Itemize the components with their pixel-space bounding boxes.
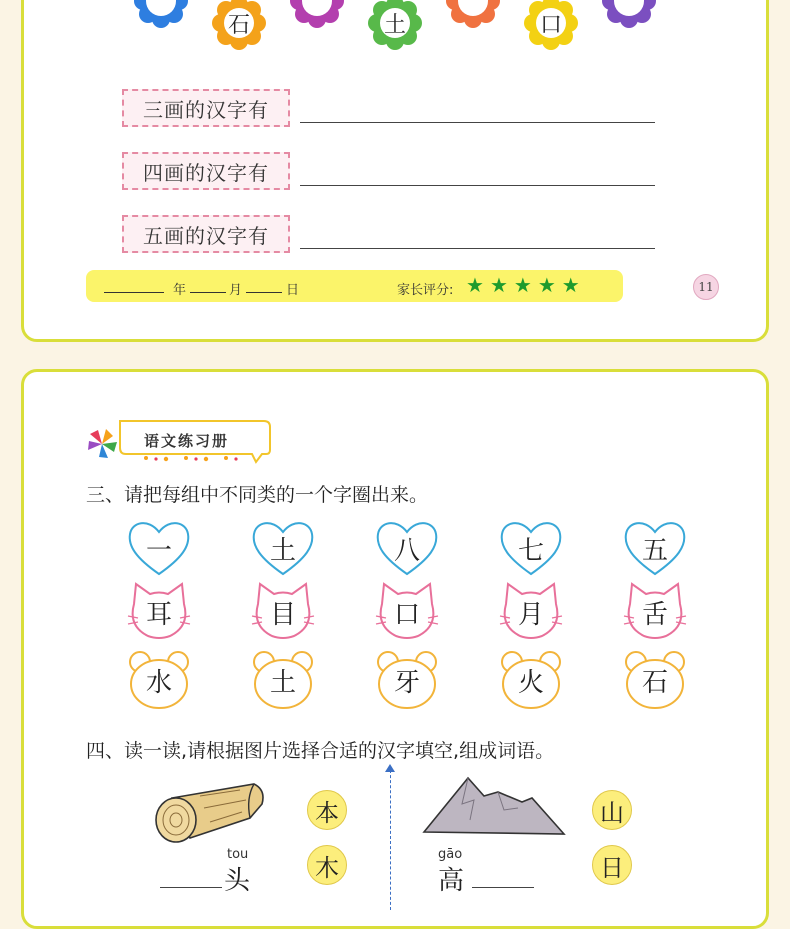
option-char: 舌: [641, 599, 668, 630]
stroke-label: 三画的汉字有: [122, 89, 290, 127]
stroke-label: 四画的汉字有: [122, 152, 290, 190]
option-mu[interactable]: 木: [307, 845, 347, 885]
word-char-gao: 高: [438, 866, 465, 896]
star-icon[interactable]: ★: [466, 273, 484, 297]
bear-char-box[interactable]: [250, 650, 316, 710]
day-label: 日: [286, 283, 300, 298]
wood-log-image: [150, 782, 268, 848]
option-char: 一: [145, 535, 172, 566]
rating-stars[interactable]: [460, 273, 580, 297]
heart-char-box[interactable]: [374, 518, 440, 578]
page-number: 11: [693, 274, 719, 300]
heart-char-box[interactable]: [250, 518, 316, 578]
star-icon[interactable]: ★: [561, 273, 580, 297]
bear-char-box[interactable]: [374, 650, 440, 710]
mountain-image: [422, 774, 567, 842]
cat-char-box[interactable]: [622, 582, 688, 642]
date-rating-bar: [86, 270, 623, 302]
day-blank[interactable]: [246, 278, 282, 293]
cat-char-box[interactable]: [126, 582, 192, 642]
column-divider: [390, 770, 391, 910]
flower-badge: [290, 0, 344, 28]
option-shan[interactable]: 山: [592, 790, 632, 830]
month-blank[interactable]: [190, 278, 226, 293]
option-char: 七: [517, 535, 544, 566]
answer-line[interactable]: [300, 185, 655, 186]
star-icon[interactable]: ★: [513, 273, 532, 297]
bear-char-box[interactable]: [622, 650, 688, 710]
flower-badge: [134, 0, 188, 28]
option-char: 土: [269, 667, 296, 698]
option-char: 耳: [145, 599, 172, 630]
section3-title: 三、请把每组中不同类的一个字圈出来。: [86, 484, 429, 506]
flower-badge: [602, 0, 656, 28]
option-char: 牙: [393, 667, 420, 698]
answer-line[interactable]: [300, 122, 655, 123]
section4-title: 四、读一读,请根据图片选择合适的汉字填空,组成词语。: [86, 740, 555, 762]
heart-char-box[interactable]: [498, 518, 564, 578]
flower-badge: [524, 0, 578, 50]
heart-char-box[interactable]: [126, 518, 192, 578]
option-char: 石: [641, 667, 668, 698]
option-char: 八: [393, 535, 420, 566]
stroke-label: 五画的汉字有: [122, 215, 290, 253]
divider-arrow: [385, 764, 395, 772]
cat-char-box[interactable]: [250, 582, 316, 642]
option-ri[interactable]: 日: [592, 845, 632, 885]
option-char: 目: [269, 599, 296, 630]
flower-char: 土: [380, 8, 410, 38]
year-blank[interactable]: [104, 278, 164, 293]
option-char: 月: [517, 599, 544, 630]
pinyin-tou: tou: [227, 847, 249, 862]
answer-line[interactable]: [300, 248, 655, 249]
flower-badge: [446, 0, 500, 28]
star-icon[interactable]: ★: [537, 273, 556, 297]
month-label: 月: [229, 283, 243, 298]
cat-char-box[interactable]: [498, 582, 564, 642]
year-label: 年: [173, 283, 187, 298]
workbook-tag-label: 语文练习册: [144, 432, 230, 450]
star-icon[interactable]: ★: [489, 273, 508, 297]
word-char-tou: 头: [224, 866, 251, 896]
flower-char: 口: [536, 8, 566, 38]
flower-badge: [212, 0, 266, 50]
heart-char-box[interactable]: [622, 518, 688, 578]
option-char: 五: [641, 535, 668, 566]
option-ben[interactable]: 本: [307, 790, 347, 830]
bear-char-box[interactable]: [126, 650, 192, 710]
option-char: 土: [269, 535, 296, 566]
option-char: 水: [145, 667, 172, 698]
pinyin-gao: gāo: [438, 847, 463, 862]
answer-blank-left[interactable]: [160, 887, 222, 888]
bear-char-box[interactable]: [498, 650, 564, 710]
answer-blank-right[interactable]: [472, 887, 534, 888]
workbook-tag: [86, 418, 272, 464]
cat-char-box[interactable]: [374, 582, 440, 642]
rating-label: 家长评分:: [397, 283, 454, 298]
flower-char: 石: [224, 8, 254, 38]
option-char: 口: [393, 599, 420, 630]
option-char: 火: [517, 667, 544, 698]
flower-badge: [368, 0, 422, 50]
